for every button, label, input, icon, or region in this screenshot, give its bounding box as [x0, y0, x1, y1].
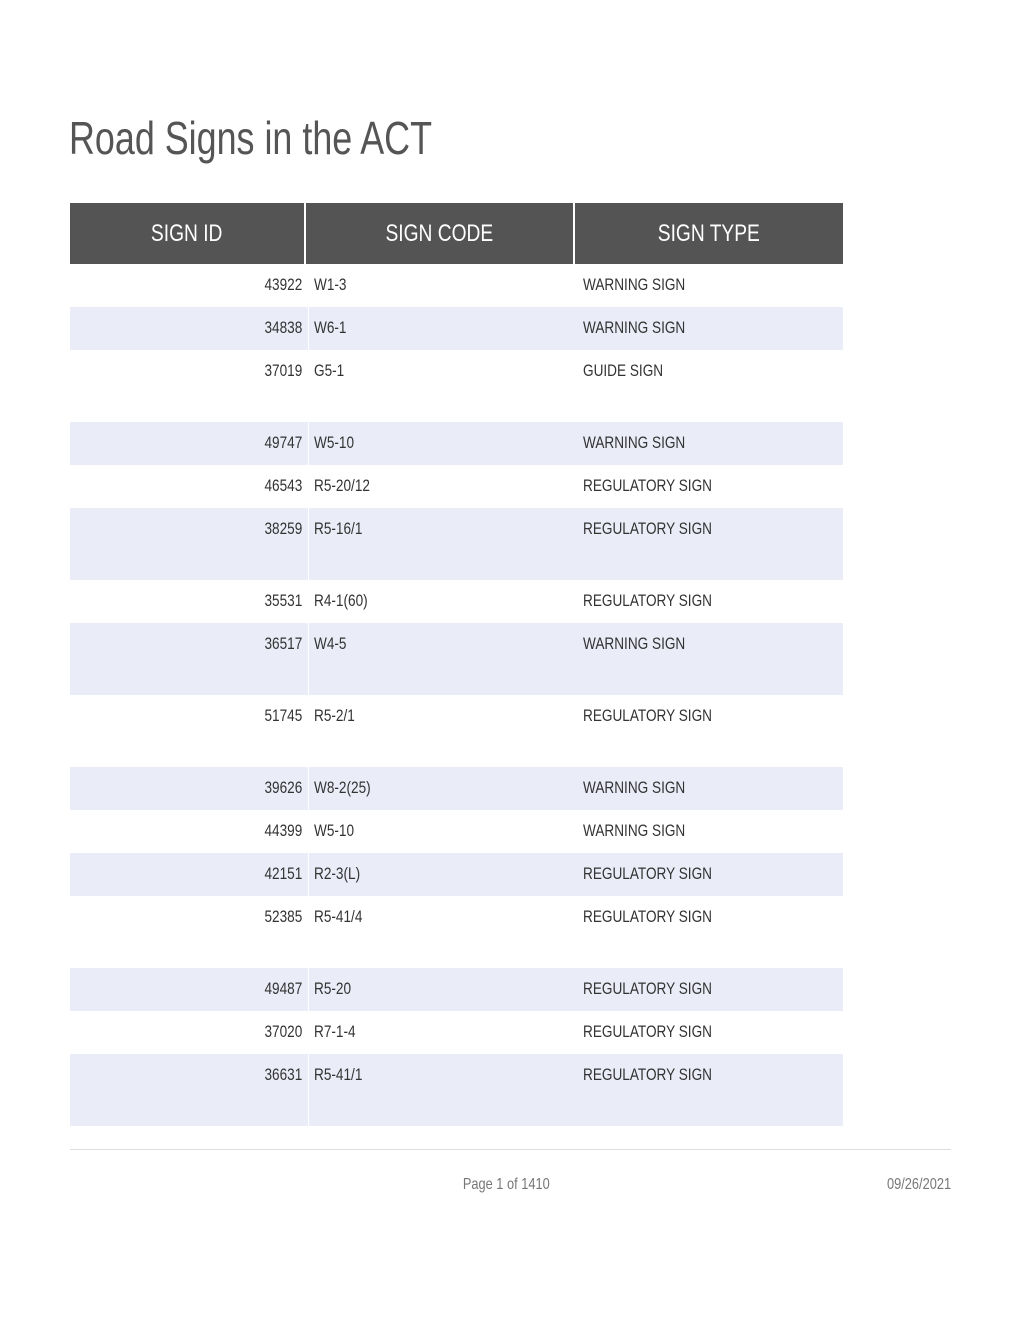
cell-sign-code: R5-41/1 [308, 1054, 577, 1126]
table-row [70, 350, 843, 422]
cell-sign-type: REGULATORY SIGN [583, 1065, 712, 1084]
table-header [70, 203, 843, 264]
cell-sign-type: REGULATORY SIGN [583, 979, 712, 998]
cell-sign-type: REGULATORY SIGN [583, 591, 712, 610]
cell-sign-id: 46543 [264, 476, 302, 495]
table-row [70, 465, 843, 508]
table-row [70, 307, 843, 350]
cell-sign-code: R5-2/1 [308, 695, 577, 767]
cell-sign-id: 36631 [264, 1065, 302, 1084]
cell-sign-code: R5-20/12 [308, 465, 577, 508]
cell-sign-type: WARNING SIGN [583, 275, 686, 294]
cell-sign-type: WARNING SIGN [583, 778, 686, 797]
table-row [70, 767, 843, 810]
table-row [70, 508, 843, 580]
table-row [70, 695, 843, 767]
cell-sign-type: WARNING SIGN [583, 433, 686, 452]
cell-sign-id: 52385 [264, 907, 302, 926]
cell-sign-id: 36517 [264, 634, 302, 653]
cell-sign-id: 43922 [264, 275, 302, 294]
table-row [70, 264, 843, 307]
page-title: Road Signs in the ACT [69, 112, 432, 164]
table-row [70, 1011, 843, 1054]
cell-sign-id: 49487 [264, 979, 302, 998]
cell-sign-id: 37019 [264, 361, 302, 380]
cell-sign-type: REGULATORY SIGN [583, 1022, 712, 1041]
page-number: Page 1 of 1410 [462, 1176, 550, 1193]
cell-sign-code: R2-3(L) [308, 853, 577, 896]
cell-sign-code: R4-1(60) [308, 580, 577, 623]
cell-sign-type: WARNING SIGN [583, 318, 686, 337]
table-row [70, 853, 843, 896]
cell-sign-code: W6-1 [308, 307, 577, 350]
cell-sign-type: GUIDE SIGN [583, 361, 664, 380]
cell-sign-code: W4-5 [308, 623, 577, 695]
table-row [70, 968, 843, 1011]
table-body [70, 264, 843, 1126]
cell-sign-type: WARNING SIGN [583, 821, 686, 840]
cell-sign-code: R5-20 [308, 968, 577, 1011]
cell-sign-type: WARNING SIGN [583, 634, 686, 653]
cell-sign-id: 51745 [264, 706, 302, 725]
cell-sign-code: R5-16/1 [308, 508, 577, 580]
cell-sign-type: REGULATORY SIGN [583, 706, 712, 725]
cell-sign-id: 38259 [264, 519, 302, 538]
table-row [70, 810, 843, 853]
table-row [70, 580, 843, 623]
signs-table [70, 203, 843, 1126]
cell-sign-id: 34838 [264, 318, 302, 337]
cell-sign-type: REGULATORY SIGN [583, 864, 712, 883]
cell-sign-code: G5-1 [308, 350, 577, 422]
cell-sign-id: 42151 [264, 864, 302, 883]
print-date: 09/26/2021 [886, 1176, 951, 1193]
footer-divider [70, 1149, 951, 1150]
cell-sign-code: W5-10 [308, 810, 577, 853]
header-sign-id: SIGN ID [70, 203, 306, 264]
cell-sign-id: 44399 [264, 821, 302, 840]
cell-sign-id: 35531 [264, 591, 302, 610]
cell-sign-code: W8-2(25) [308, 767, 577, 810]
table-row [70, 896, 843, 968]
header-sign-code: SIGN CODE [306, 203, 575, 264]
cell-sign-type: REGULATORY SIGN [583, 519, 712, 538]
cell-sign-id: 49747 [264, 433, 302, 452]
table-row [70, 623, 843, 695]
cell-sign-code: W5-10 [308, 422, 577, 465]
cell-sign-type: REGULATORY SIGN [583, 907, 712, 926]
cell-sign-code: R7-1-4 [308, 1011, 577, 1054]
header-sign-type: SIGN TYPE [657, 219, 761, 247]
cell-sign-code: R5-41/4 [308, 896, 577, 968]
cell-sign-code: W1-3 [308, 264, 577, 307]
cell-sign-id: 37020 [264, 1022, 302, 1041]
cell-sign-type: REGULATORY SIGN [583, 476, 712, 495]
table-row [70, 422, 843, 465]
cell-sign-id: 39626 [264, 778, 302, 797]
table-row [70, 1054, 843, 1126]
